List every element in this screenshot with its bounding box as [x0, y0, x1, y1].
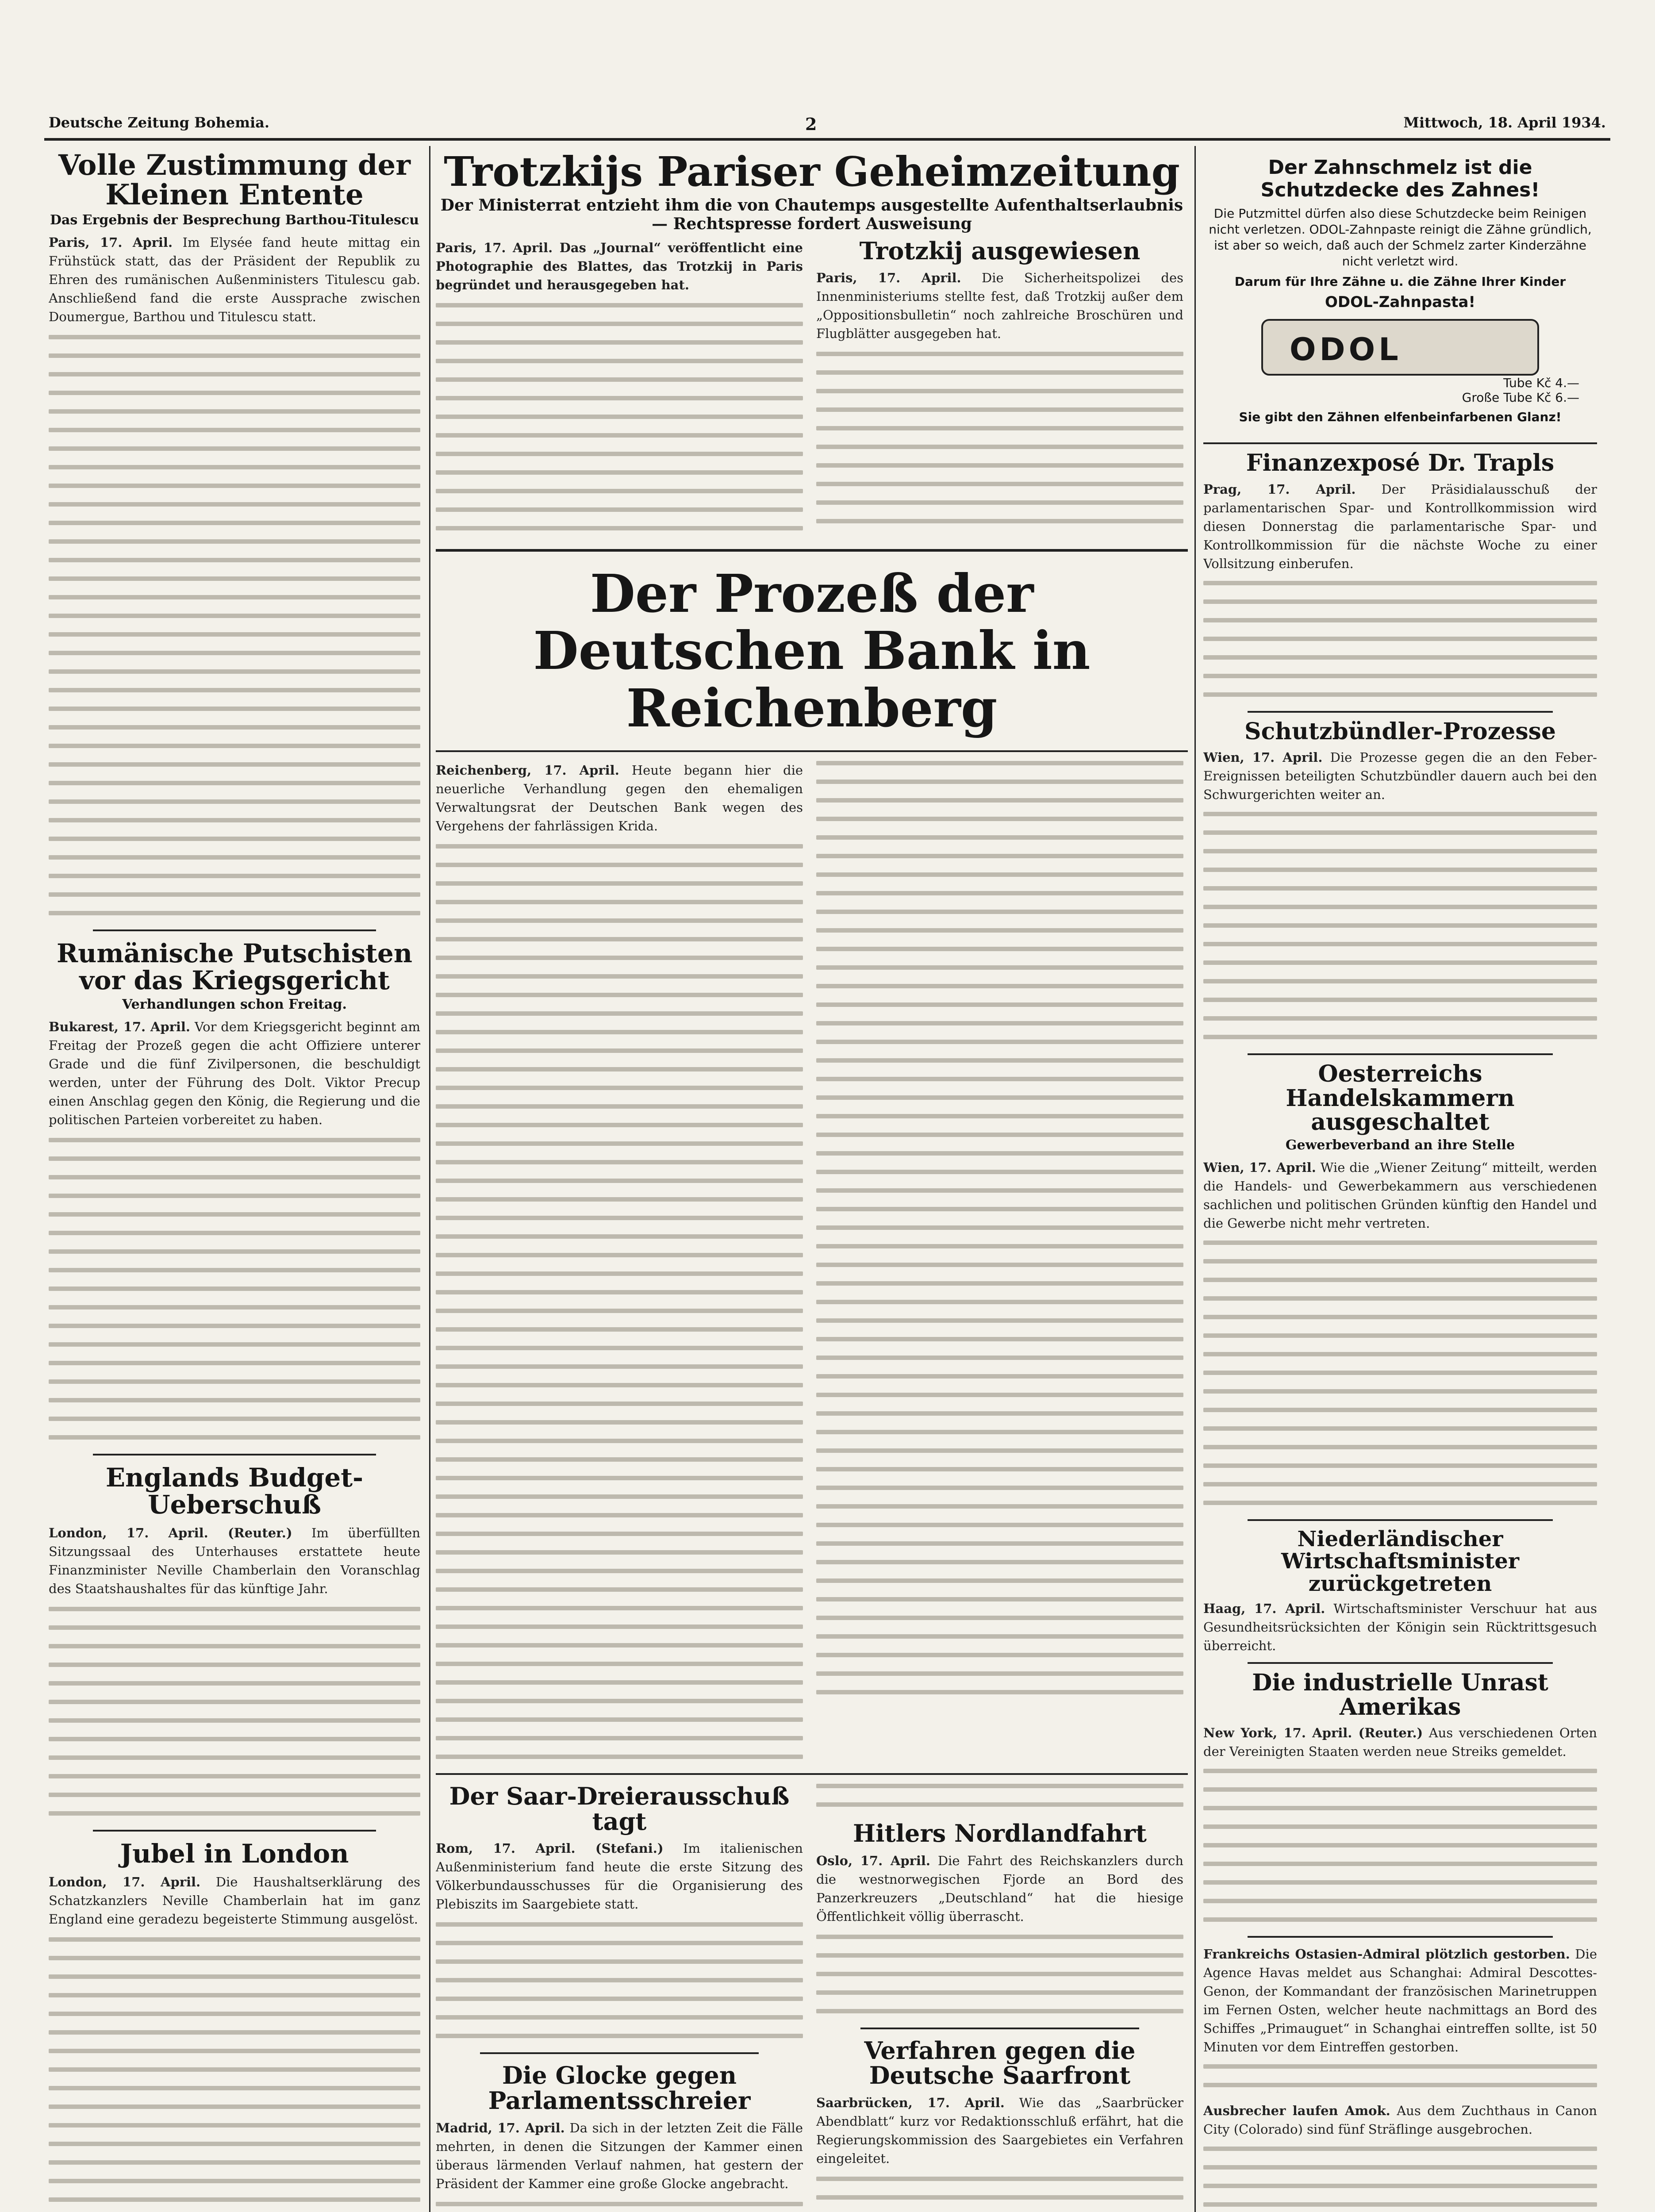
article-body: Reichenberg, 17. April. Heute begann hier die neuerliche Verhandlung gegen den ehemaligen Verwaltungsrat der Deutschen Bank wegen des Vergehens der fahrlässigen Krida. — [436, 762, 803, 833]
masthead — [49, 111, 1606, 137]
masthead-rule — [44, 138, 1610, 141]
ad-product: ODOL-Zahnpasta! — [1325, 293, 1476, 311]
article-column — [436, 761, 803, 1773]
subhead: Verhandlungen schon Freitag. — [122, 997, 347, 1013]
article-continuation — [49, 1937, 420, 2212]
article-body: Wien, 17. April. Die Prozesse gegen die an den Feber-Ereignissen beteiligten Schutzbündler dauern auch bei den Schwurgerichten weiter an. — [1203, 750, 1597, 803]
trotzkij-expelled-article — [816, 238, 1183, 545]
article-continuation — [816, 761, 1183, 1694]
column-divider — [429, 146, 430, 2212]
paper-name: Deutsche Zeitung Bohemia. — [49, 114, 270, 131]
headline: Hitlers Nordlandfahrt — [853, 1819, 1147, 1847]
column-4 — [1203, 451, 1597, 2212]
column-1 — [49, 150, 420, 2212]
headline: Finanzexposé Dr. Trapls — [1246, 451, 1555, 476]
ad-claim: Sie gibt den Zähnen elfenbeinfarbenen Glanz! — [1239, 410, 1562, 424]
ad-price: Große Tube Kč 6.— — [1462, 390, 1579, 405]
section-rule — [93, 1454, 376, 1455]
article-body: Haag, 17. April. Wirtschaftsminister Verschuur hat aus Gesundheitsrücksichten der Königin sein Rücktrittsgesuch überreicht. — [1203, 1601, 1597, 1654]
article-continuation — [436, 2202, 803, 2212]
article-body: London, 17. April. (Reuter.) Im überfüllten Sitzungssaal des Unterhauses erstattete heute Finanzminister Neville Chamberlain den Voranschlag des Staatshaushaltes für das künftige Jahr. — [49, 1525, 420, 1596]
article-continuation — [816, 2177, 1183, 2212]
article-continuation — [1203, 1240, 1597, 1505]
article-body: Prag, 17. April. Der Präsidialausschuß der parlamentarischen Spar- und Kontrollkommission wird diesen Donnerstag die parlamentarische Spar- und Kontrollkommission für die nächste Woche zu einer Vollsitzung einberufen. — [1203, 481, 1597, 571]
ad-title: Der Zahnschmelz ist die Schutzdecke des Zahnes! — [1260, 156, 1540, 201]
ad-brand: ODOL — [1290, 331, 1402, 368]
article-continuation — [1203, 2064, 1597, 2087]
section-rule — [1248, 1053, 1553, 1055]
section-rule — [1248, 1519, 1553, 1521]
section-rule — [480, 2052, 759, 2054]
lower-articles — [436, 1784, 1188, 2212]
section-rule — [436, 750, 1188, 752]
article-body: New York, 17. April. (Reuter.) Aus verschiedenen Orten der Vereinigten Staaten werden neue Streiks gemeldet. — [1203, 1725, 1597, 1759]
section-rule — [1203, 442, 1597, 444]
toothpaste-tube-icon — [1261, 319, 1539, 376]
article-continuation — [436, 303, 803, 530]
headline: Niederländischer Wirtschaftsminister zurückgetreten — [1281, 1526, 1520, 1596]
section-rule — [1248, 1662, 1553, 1664]
article-body: Paris, 17. April. Das „Journal“ veröffentlicht eine Photographie des Blattes, das Trotzkij in Paris begründet und herausgegeben hat. — [436, 240, 803, 292]
section-rule — [436, 549, 1188, 552]
column-2 — [436, 150, 1188, 2212]
article-body: Paris, 17. April. Im Elysée fand heute mittag ein Frühstück statt, das der Präsident der Republik zu Ehren des rumänischen Außenministers Titulescu gab. Anschließend fand die erste Aussprache zwischen Doumergue, Barthou und Titulescu statt. — [49, 235, 420, 325]
section-rule — [436, 1773, 1188, 1775]
headline: Oesterreichs Handelskammern ausgeschaltet — [1286, 1060, 1515, 1136]
subhead: Der Ministerrat entzieht ihm die von Chautemps ausgestellte Aufenthaltserlaubnis — Rechtspresse fordert Ausweisung — [440, 196, 1183, 233]
headline: Trotzkij ausgewiesen — [859, 236, 1140, 265]
article-body: Wien, 17. April. Wie die „Wiener Zeitung“ mitteilt, werden die Handels- und Gewerbekammern aus verschiedenen sachlichen und politischen Gründen künftig den Handel und die Gewerbe nicht mehr vertreten. — [1203, 1160, 1597, 1231]
article-continuation — [49, 1607, 420, 1816]
article-body: Frankreichs Ostasien-Admiral plötzlich gestorben. Die Agence Havas meldet aus Schanghai: Admiral Descottes-Genon, der Kommandant der französischen Marinetruppen im Fernen Osten, welcher heute nachmittags an Bord des Schiffes „Primauguet“ in Schanghai eintreffen sollte, ist 50 Minuten vor dem Eintreffen gestorben. — [1203, 1947, 1597, 2055]
lower-right — [816, 1784, 1183, 2212]
section-rule — [1248, 711, 1553, 713]
headline: Englands Budget-Ueberschuß — [105, 1463, 364, 1520]
page-number: 2 — [805, 114, 817, 134]
headline: Volle Zustimmung der Kleinen Entente — [58, 150, 411, 212]
article-body: Oslo, 17. April. Die Fahrt des Reichskanzlers durch die westnorwegischen Fjorde an Bord des Panzerkreuzers „Deutschland“ hat die hiesige Öffentlichkeit völlig überrascht. — [816, 1853, 1184, 1924]
article-body: Ausbrecher laufen Amok. Aus dem Zuchthaus in Canon City (Colorado) sind fünf Sträflinge ausgebrochen. — [1203, 2103, 1597, 2137]
article-body: London, 17. April. Die Haushaltserklärung des Schatzkanzlers Neville Chamberlain hat im ganz England eine geradezu begeisterte Stimmung ausgelöst. — [49, 1874, 420, 1927]
article-continuation — [49, 335, 420, 915]
issue-date: Mittwoch, 18. April 1934. — [1403, 114, 1606, 131]
headline: Die industrielle Unrast Amerikas — [1252, 1669, 1548, 1720]
article-continuation — [1203, 1769, 1597, 1922]
subhead: Gewerbeverband an ihre Stelle — [1285, 1137, 1515, 1153]
ad-text: Die Putzmittel dürfen also diese Schutzdecke beim Reinigen nicht verletzen. ODOL-Zahnpaste reinigt die Zähne gründlich, ist aber so weich, daß auch der Schmelz zarter Kinderzähne nicht verletzt wird. — [1209, 206, 1592, 269]
article-continuation — [1203, 581, 1597, 697]
bank-trial-article — [436, 761, 1188, 1773]
ad-price: Tube Kč 4.— — [1503, 376, 1579, 390]
subhead: Das Ergebnis der Besprechung Barthou-Titulescu — [50, 212, 419, 228]
section-rule — [93, 1830, 376, 1832]
headline: Rumänische Putschisten vor das Kriegsgericht — [56, 938, 412, 996]
headline: Der Prozeß der Deutschen Bank in Reichenberg — [533, 562, 1091, 739]
ad-slogan: Darum für Ihre Zähne u. die Zähne Ihrer Kinder — [1234, 274, 1566, 289]
article-continuation — [49, 1138, 420, 1440]
section-rule — [1248, 1936, 1553, 1938]
article-body: Madrid, 17. April. Da sich in der letzten Zeit die Fälle mehrten, in denen die Sitzungen der Kammer einen überaus lärmenden Verlauf nahmen, hat gestern der Präsident der Kammer eine große Glocke angebracht. — [436, 2120, 803, 2191]
article-continuation — [1203, 812, 1597, 1039]
article-column — [816, 761, 1183, 1773]
article-body: Rom, 17. April. (Stefani.) Im italienischen Außenministerium fand heute die erste Sitzung des Völkerbundausschusses für die Organisierung des Plebiszits im Saargebiete statt. — [436, 1841, 803, 1912]
trotzkij-article — [436, 238, 803, 545]
article-continuation — [1203, 2147, 1597, 2212]
article-continuation — [436, 1922, 803, 2038]
section-rule — [860, 2028, 1139, 2029]
headline: Schutzbündler-Prozesse — [1244, 718, 1556, 745]
article-body: Saarbrücken, 17. April. Wie das „Saarbrücker Abendblatt“ kurz vor Redaktionsschluß erfährt, hat die Regierungskommission des Saargebietes ein Verfahren eingeleitet. — [816, 2095, 1183, 2166]
headline: Der Saar-Dreierausschuß tagt — [449, 1782, 790, 1836]
article-continuation — [816, 1935, 1183, 2013]
section-rule — [93, 929, 376, 931]
headline: Die Glocke gegen Parlamentsschreier — [488, 2061, 751, 2115]
trotzkij-articles — [436, 238, 1188, 545]
lower-left — [436, 1784, 803, 2212]
headline: Verfahren gegen die Deutsche Saarfront — [864, 2036, 1136, 2090]
article-body: Bukarest, 17. April. Vor dem Kriegsgericht beginnt am Freitag der Prozeß gegen die acht Offiziere unterer Grade und die fünf Zivilpersonen, die beschuldigt werden, unter der Führung des Dolt. Viktor Precup einen Anschlag gegen den König, die Regierung und die politischen Parteien vorbereitet zu haben. — [49, 1019, 420, 1128]
article-continuation — [436, 844, 803, 1759]
column-divider — [1194, 146, 1196, 2212]
article-body: Paris, 17. April. Die Sicherheitspolizei des Innenministeriums stellte fest, daß Trotzkij außer dem „Oppositionsbulletin“ noch zahlreiche Broschüren und Flugblätter ausgegeben hat. — [816, 270, 1183, 342]
odol-advertisement — [1203, 153, 1597, 436]
headline: Trotzkijs Pariser Geheimzeitung — [444, 150, 1180, 196]
headline: Jubel in London — [120, 1838, 349, 1869]
article-continuation — [816, 1784, 1183, 1807]
article-continuation — [816, 352, 1183, 523]
